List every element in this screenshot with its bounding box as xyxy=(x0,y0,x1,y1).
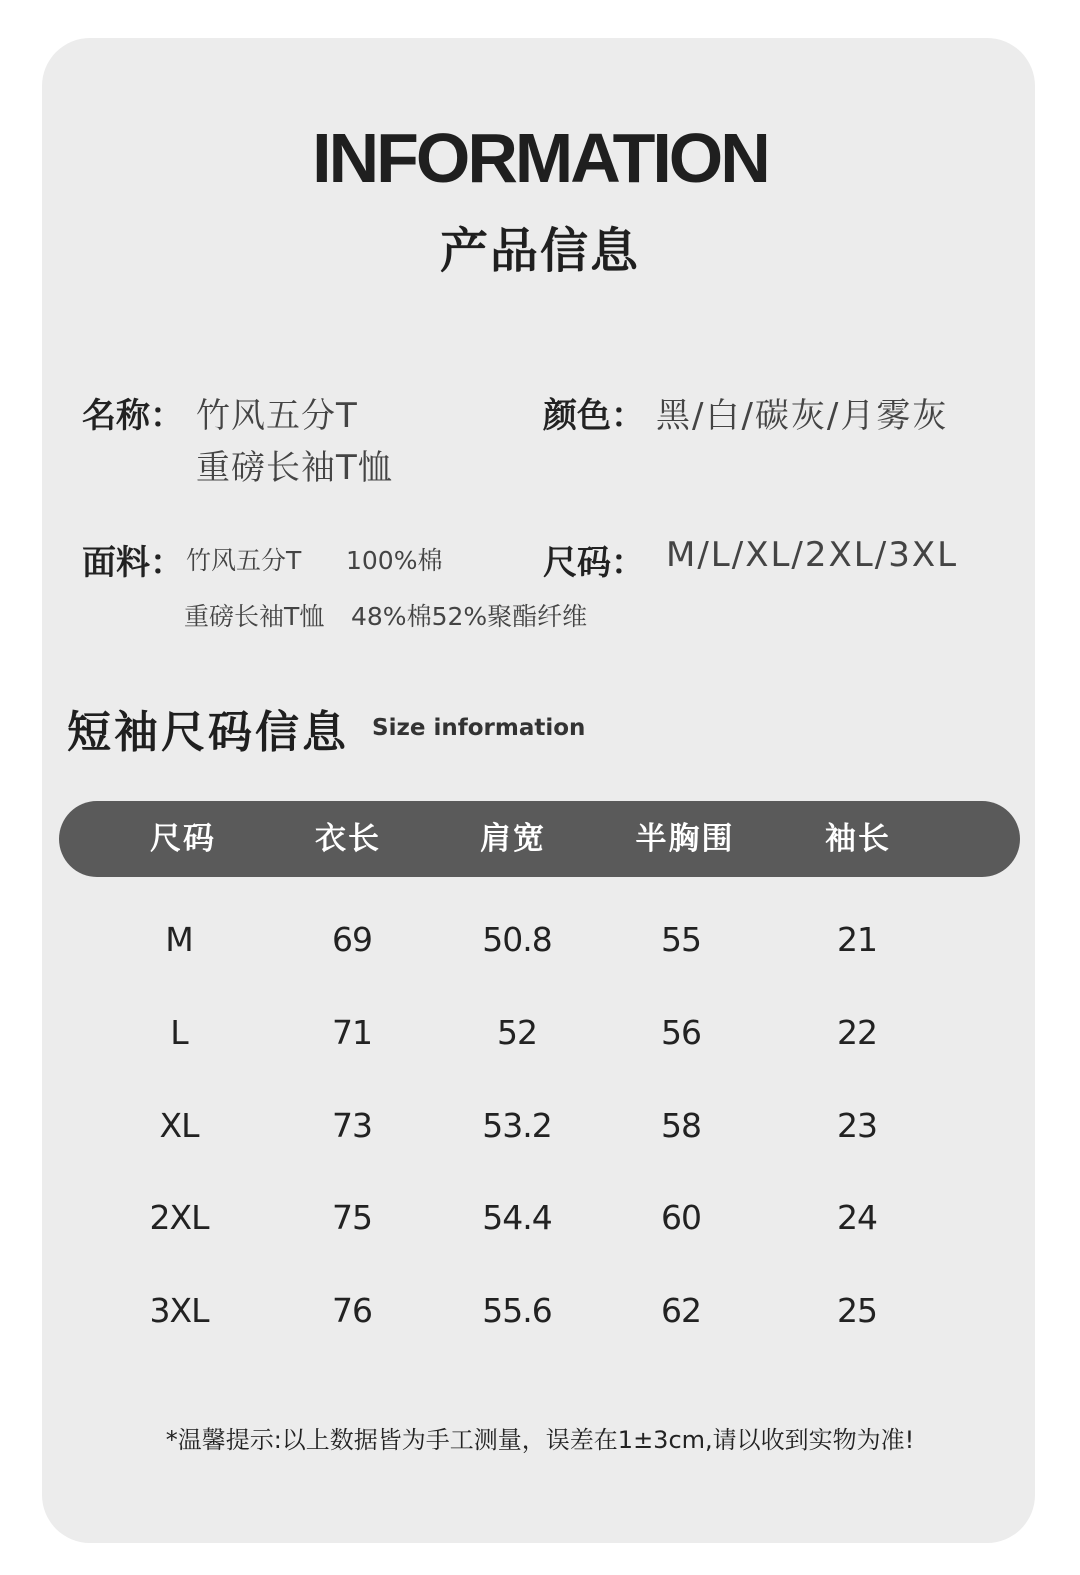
table-cell: 71 xyxy=(332,1013,372,1052)
table-cell: 52 xyxy=(497,1013,537,1052)
table-cell: XL xyxy=(159,1106,199,1145)
table-cell: L xyxy=(170,1013,188,1052)
name-label: 名称： xyxy=(82,396,184,436)
fabric-item-1: 竹风五分T xyxy=(186,546,302,575)
table-cell: M xyxy=(165,920,193,959)
col-header-sleeve: 袖长 xyxy=(825,821,891,857)
table-cell: 75 xyxy=(332,1198,372,1237)
size-label: 尺码： xyxy=(543,543,645,583)
measurement-note: *温馨提示:以上数据皆为手工测量，误差在1±3cm,请以收到实物为准! xyxy=(165,1426,915,1454)
col-header-length: 衣长 xyxy=(315,821,381,857)
table-cell: 50.8 xyxy=(482,920,552,959)
table-cell: 22 xyxy=(837,1013,877,1052)
table-cell: 56 xyxy=(661,1013,701,1052)
fabric-item-2: 重磅长袖T恤 xyxy=(184,602,325,631)
size-table-header xyxy=(59,801,1020,877)
color-value: 黑/白/碳灰/月雾灰 xyxy=(656,396,949,436)
section-title-cn: 短袖尺码信息 xyxy=(67,707,349,758)
table-cell: 21 xyxy=(837,920,877,959)
fabric-composition-1: 100%棉 xyxy=(346,546,443,575)
table-cell: 25 xyxy=(837,1291,877,1330)
fabric-label: 面料： xyxy=(82,543,184,583)
table-cell: 23 xyxy=(837,1106,877,1145)
table-cell: 69 xyxy=(332,920,372,959)
table-cell: 55.6 xyxy=(482,1291,552,1330)
table-cell: 62 xyxy=(661,1291,701,1330)
table-cell: 76 xyxy=(332,1291,372,1330)
table-cell: 73 xyxy=(332,1106,372,1145)
col-header-half-chest: 半胸围 xyxy=(635,821,735,857)
table-cell: 58 xyxy=(661,1106,701,1145)
color-label: 颜色： xyxy=(543,396,645,436)
page-title-en: INFORMATION xyxy=(312,119,768,197)
fabric-composition-2: 48%棉52%聚酯纤维 xyxy=(351,602,588,631)
size-value: M/L/XL/2XL/3XL xyxy=(666,535,959,575)
table-cell: 60 xyxy=(661,1198,701,1237)
name-value-line1: 竹风五分T xyxy=(196,396,358,436)
table-cell: 24 xyxy=(837,1198,877,1237)
table-cell: 54.4 xyxy=(482,1198,552,1237)
name-value-line2: 重磅长袖T恤 xyxy=(196,448,393,488)
table-cell: 53.2 xyxy=(482,1106,552,1145)
col-header-shoulder: 肩宽 xyxy=(480,821,546,857)
table-cell: 2XL xyxy=(149,1198,209,1237)
page-title-cn: 产品信息 xyxy=(439,223,640,279)
table-cell: 55 xyxy=(661,920,701,959)
section-title-en: Size information xyxy=(372,715,586,741)
table-cell: 3XL xyxy=(149,1291,209,1330)
col-header-size: 尺码 xyxy=(150,821,216,857)
